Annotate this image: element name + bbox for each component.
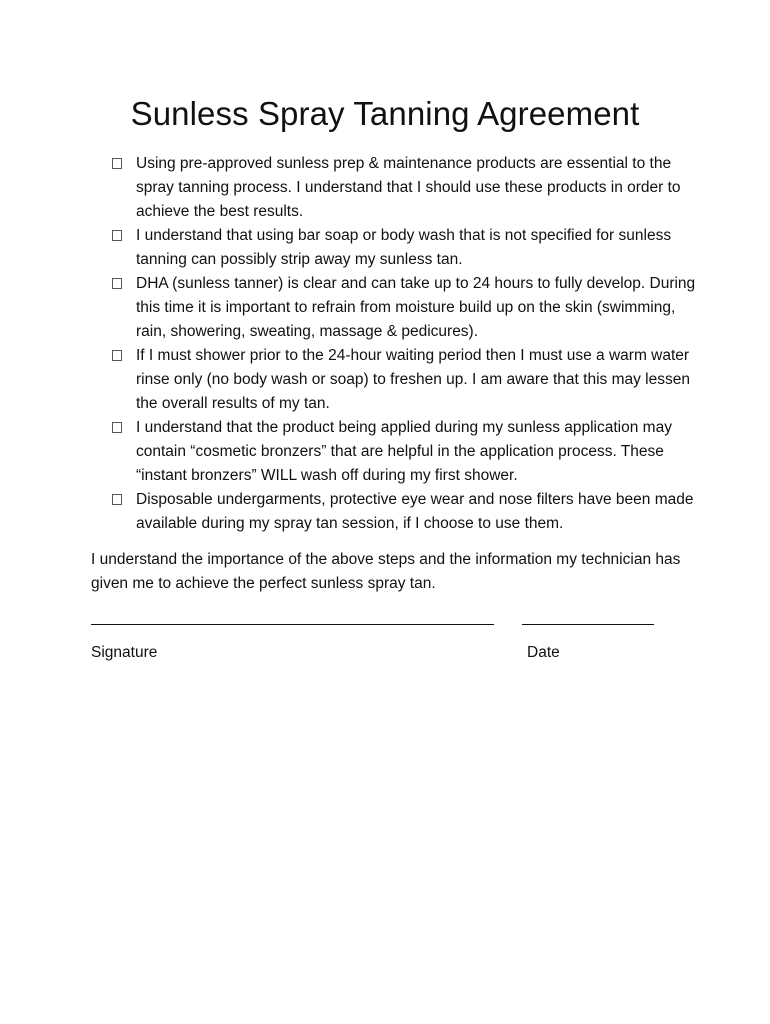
checklist-item-text: I understand that the product being applied during my sunless application may contain “cosmetic bronzers” that are helpful in the application process. These “instant bronzers” WILL wash off during my first shower. bbox=[136, 419, 672, 484]
checkbox[interactable] bbox=[112, 158, 122, 169]
signature-label: Signature bbox=[91, 644, 158, 661]
checkbox[interactable] bbox=[112, 278, 122, 289]
checklist-item-text: I understand that using bar soap or body wash that is not specified for sunless tanning can possibly strip away my sunless tan. bbox=[136, 227, 672, 268]
checkbox[interactable] bbox=[112, 422, 122, 433]
date-label: Date bbox=[527, 644, 560, 661]
checklist-item-text: Using pre-approved sunless prep & maintenance products are essential to the spray tanning process. I understand that I should use these products in order to achieve the best results. bbox=[136, 155, 681, 220]
signature-line[interactable] bbox=[91, 624, 494, 625]
checkbox[interactable] bbox=[112, 494, 122, 505]
checklist-item-text: If I must shower prior to the 24-hour waiting period then I must use a warm water rinse only (no body wash or soap) to freshen up. I am aware that this may lessen the overall results of my tan. bbox=[136, 347, 690, 412]
checklist-item bbox=[112, 416, 702, 488]
checklist-item bbox=[112, 272, 702, 344]
date-line[interactable] bbox=[522, 624, 654, 625]
checklist-item-text: Disposable undergarments, protective eye wear and nose filters have been made available during my spray tan session, if I choose to use them. bbox=[136, 491, 694, 532]
checklist-item bbox=[112, 152, 702, 224]
checkbox[interactable] bbox=[112, 230, 122, 241]
checklist-item bbox=[112, 224, 702, 272]
document-title: Sunless Spray Tanning Agreement bbox=[130, 95, 640, 132]
checklist-item bbox=[112, 344, 702, 416]
acknowledgement-text: I understand the importance of the above steps and the information my technician has given me to achieve the perfect sunless spray tan. bbox=[91, 551, 681, 592]
checklist-item bbox=[112, 488, 702, 536]
checklist-item-text: DHA (sunless tanner) is clear and can take up to 24 hours to fully develop. During this time it is important to refrain from moisture build up on the skin (swimming, rain, showering, sweating, massage & pedicures). bbox=[136, 275, 696, 340]
agreement-checklist bbox=[112, 152, 702, 536]
checkbox[interactable] bbox=[112, 350, 122, 361]
